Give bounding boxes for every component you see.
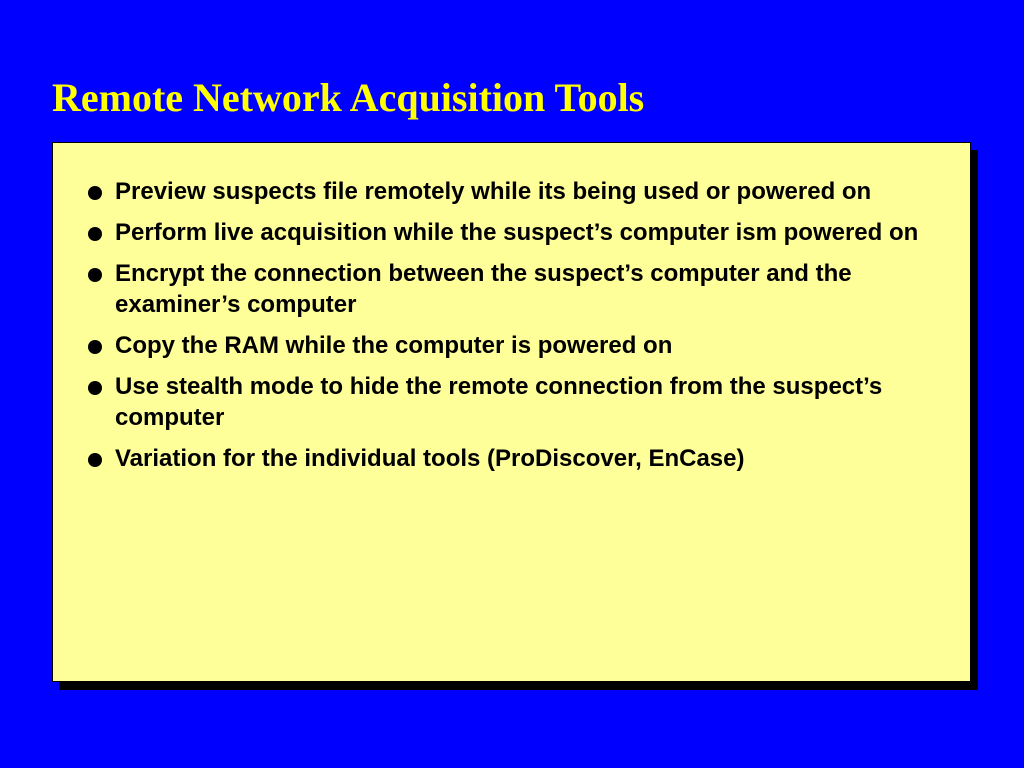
bullet-text: Encrypt the connection between the suspect’s computer and the examiner’s computer — [115, 260, 852, 318]
bullet-text: Copy the RAM while the computer is powered on — [115, 332, 673, 359]
bullet-dot-icon — [88, 340, 102, 354]
bullet-text: Variation for the individual tools (ProDiscover, EnCase) — [115, 445, 745, 472]
bullet-item — [88, 217, 948, 248]
bullet-item — [88, 330, 948, 361]
bullet-item — [88, 176, 948, 207]
slide-title: Remote Network Acquisition Tools — [52, 75, 645, 120]
bullet-text: Perform live acquisition while the suspect’s computer ism powered on — [115, 219, 919, 246]
bullet-dot-icon — [88, 268, 102, 282]
bullet-dot-icon — [88, 453, 102, 467]
bullet-item — [88, 443, 948, 474]
bullet-dot-icon — [88, 186, 102, 200]
bullet-text: Preview suspects file remotely while its being used or powered on — [115, 178, 872, 205]
bullet-text: Use stealth mode to hide the remote connection from the suspect’s computer — [115, 373, 883, 431]
bullet-dot-icon — [88, 381, 102, 395]
bullet-item — [88, 258, 948, 320]
bullet-dot-icon — [88, 227, 102, 241]
content-panel — [52, 142, 971, 682]
bullet-list — [88, 176, 948, 484]
bullet-item — [88, 371, 948, 433]
